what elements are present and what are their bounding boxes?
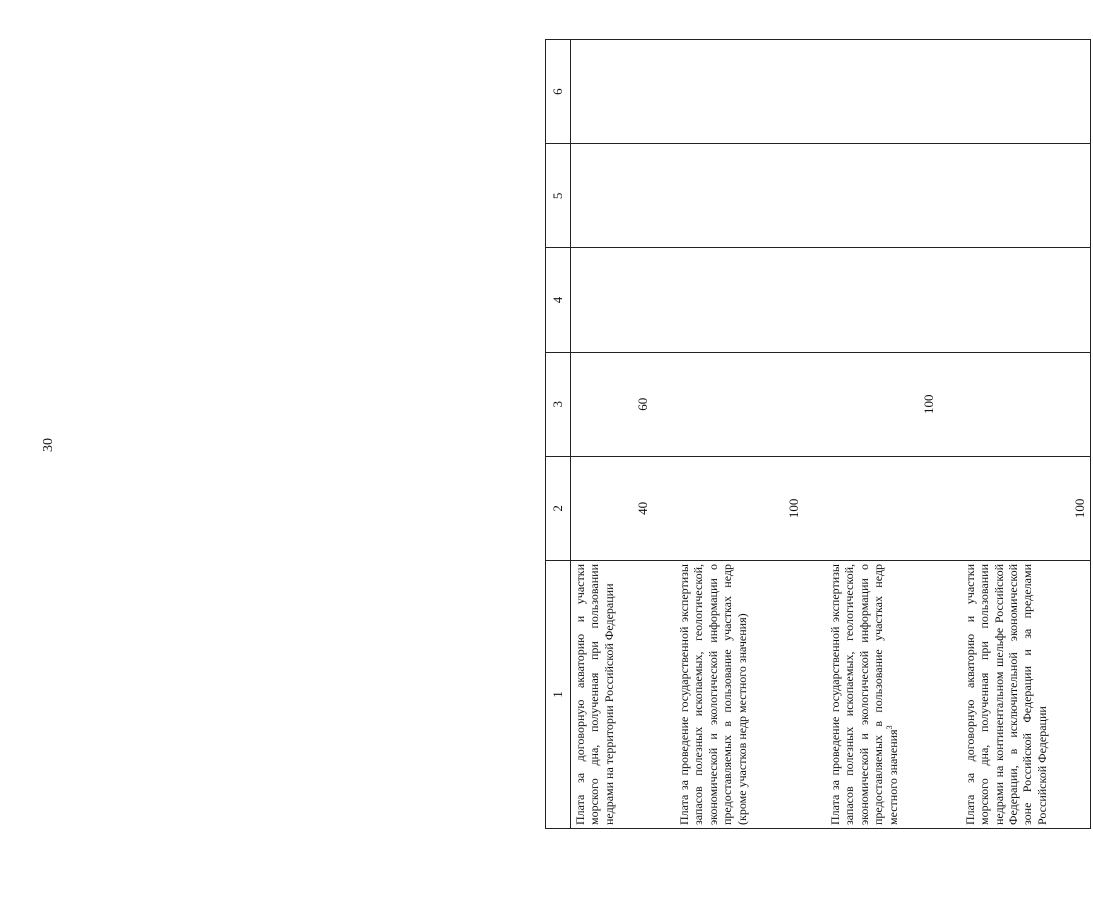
revenue-distribution-table xyxy=(545,39,1091,829)
row-value-col6 xyxy=(675,40,804,144)
row-value-col3: 100 xyxy=(826,352,939,456)
column-header-6: 6 xyxy=(546,40,571,144)
row-value-col5 xyxy=(675,144,804,248)
row-spacer xyxy=(804,40,826,829)
row-value-col5 xyxy=(571,144,653,248)
row-description: Плата за договорную акваторию и участки морского дна, полученная при пользовании недрами на континентальном шельфе Российской Федерации, в исключительной экономической зоне Российской Федерации и за пределами Российской Федерации xyxy=(961,561,1090,829)
row-value-col3 xyxy=(961,352,1090,456)
table-row xyxy=(571,40,653,829)
row-value-col3 xyxy=(675,352,804,456)
row-description: Плата за проведение государственной экспертизы запасов полезных ископаемых, геологической, экономической и экологической информации о предоставляемых в пользование участках недр (кроме участков недр местного значения) xyxy=(675,561,804,829)
row-value-col2: 40 xyxy=(571,456,653,560)
column-header-2: 2 xyxy=(546,456,571,560)
row-value-col6 xyxy=(826,40,939,144)
footnote-marker: 3 xyxy=(885,725,895,730)
row-value-col3: 60 xyxy=(571,352,653,456)
row-value-col5 xyxy=(826,144,939,248)
column-header-4: 4 xyxy=(546,248,571,352)
row-value-col2: 100 xyxy=(961,456,1090,560)
row-value-col5 xyxy=(961,144,1090,248)
table-row xyxy=(826,40,939,829)
page-number: 30 xyxy=(41,438,56,452)
column-header-1: 1 xyxy=(546,561,571,829)
row-value-col6 xyxy=(961,40,1090,144)
table-row xyxy=(961,40,1090,829)
row-value-col4 xyxy=(571,248,653,352)
row-value-col4 xyxy=(675,248,804,352)
row-spacer xyxy=(939,40,961,829)
row-value-col2 xyxy=(826,456,939,560)
row-spacer xyxy=(653,40,675,829)
row-value-col2: 100 xyxy=(675,456,804,560)
row-value-col4 xyxy=(826,248,939,352)
table-row xyxy=(675,40,804,829)
rotated-page-content xyxy=(545,39,1093,829)
column-header-5: 5 xyxy=(546,144,571,248)
row-description: Плата за договорную акваторию и участки морского дна, полученная при пользовании недрами на территории Российской Федерации xyxy=(571,561,653,829)
row-description: Плата за проведение государственной экспертизы запасов полезных ископаемых, геологической, экономической и экологической информации о предоставляемых в пользование участках недр местного значения$^3$ xyxy=(826,561,939,829)
column-header-3: 3 xyxy=(546,352,571,456)
row-value-col6 xyxy=(571,40,653,144)
row-value-col4 xyxy=(961,248,1090,352)
table-header-row xyxy=(546,40,571,829)
